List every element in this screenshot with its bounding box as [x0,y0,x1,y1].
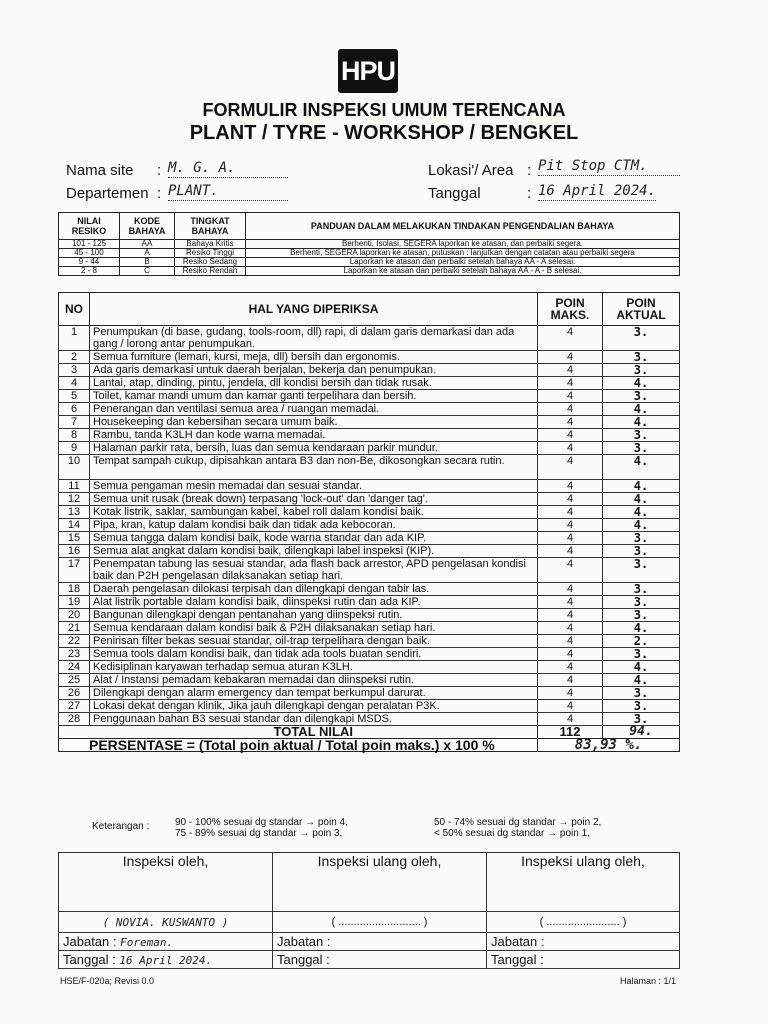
row-max-points: 4 [538,622,603,635]
risk-col-level: TINGKAT BAHAYA [175,213,246,240]
row-item-text: Lokasi dekat dengan klinik, Jika jauh dilengkapi dengan peralatan P3K. [90,700,538,713]
row-item-text: Daerah pengelasan dilokasi terpisah dan dilengkapi dengan tabir las. [90,583,538,596]
row-actual-points[interactable]: 3. [603,700,680,713]
table-row [59,519,680,532]
row-max-points: 4 [538,416,603,429]
row-item-text: Semua tangga dalam kondisi baik, kode warna standar dan ada KIP. [90,532,538,545]
row-max-points: 4 [538,493,603,506]
inspector-name[interactable]: ( NOVIA. KUSWANTO ) [59,912,273,933]
row-actual-points[interactable]: 4. [603,674,680,687]
row-item-text: Alat / Instansi pemadam kebakaran memadai dan diinspeksi rutin. [90,674,538,687]
table-row [59,480,680,493]
table-row [59,326,680,351]
row-max-points: 4 [538,442,603,455]
tanggal-label: Tanggal : [63,952,116,967]
inspection-rows [59,326,680,726]
row-max-points: 4 [538,326,603,351]
row-item-text: Semua alat angkat dalam kondisi baik, dilengkapi label inspeksi (KIP). [90,545,538,558]
row-number: 25 [59,674,90,687]
row-actual-points[interactable]: 3. [603,558,680,583]
row-actual-points[interactable]: 4. [603,403,680,416]
row-max-points: 4 [538,429,603,442]
risk-cell: Berhenti, SEGERA laporkan ke atasan, putuskan : lanjutkan dengan catatan atau perbaiki segera [246,249,680,258]
inspector-title: Inspeksi oleh, [59,853,273,912]
row-number: 23 [59,648,90,661]
row-number: 15 [59,532,90,545]
row-max-points: 4 [538,609,603,622]
reinspector-1-title: Inspeksi ulang oleh, [273,853,487,912]
legend-right-1: 50 - 74% sesuai dg standar → poin 2, [434,817,602,828]
total-max: 112 [538,726,603,739]
row-actual-points[interactable]: 4. [603,377,680,390]
row-max-points: 4 [538,403,603,416]
row-actual-points[interactable]: 3. [603,390,680,403]
risk-cell: Berhenti, Isolasi, SEGERA laporkan ke atasan, dan perbaiki segera. [246,240,680,249]
row-item-text: Pipa, kran, katup dalam kondisi baik dan tidak ada kebocoran. [90,519,538,532]
row-actual-points[interactable]: 3. [603,442,680,455]
row-item-text: Bangunan dilengkapi dengan pentanahan yang diinspeksi rutin. [90,609,538,622]
reinspector-1-jabatan[interactable]: Jabatan : [273,933,487,951]
tanggal-row [59,951,680,969]
row-max-points: 4 [538,519,603,532]
inspector-jabatan [59,933,273,951]
table-row [59,687,680,700]
row-item-text: Kedisiplinan karyawan terhadap semua aturan K3LH. [90,661,538,674]
signature-table [58,852,680,969]
row-item-text: Semua furniture (lemari, kursi, meja, dll) bersih dan ergonomis. [90,351,538,364]
row-item-text: Semua kendaraan dalam kondisi baik & P2H dilaksanakan setiap hari. [90,622,538,635]
risk-cell: Resiko Tinggi [175,249,246,258]
inspector-tanggal [59,951,273,969]
table-row [59,403,680,416]
row-actual-points[interactable]: 2. [603,635,680,648]
total-actual[interactable]: 94. [603,726,680,739]
row-actual-points[interactable]: 3. [603,364,680,377]
row-actual-points[interactable]: 3. [603,429,680,442]
row-number: 13 [59,506,90,519]
row-number: 5 [59,390,90,403]
row-number: 14 [59,519,90,532]
row-max-points: 4 [538,713,603,726]
row-number: 19 [59,596,90,609]
row-item-text: Penempatan tabung las sesuai standar, ada flash back arrestor, APD pengelasan kondisi baik dan P2H pengelasan dilaksanakan setiap hari. [90,558,538,583]
legend-label: Keterangan : [92,821,150,832]
row-number: 10 [59,455,90,480]
row-actual-points[interactable]: 4. [603,455,680,480]
row-actual-points[interactable]: 4. [603,416,680,429]
row-item-text: Rambu, tanda K3LH dan kode warna memadai. [90,429,538,442]
row-number: 27 [59,700,90,713]
row-max-points: 4 [538,661,603,674]
col-no: NO [59,293,90,326]
table-row [59,416,680,429]
risk-cell: Laporkan ke atasan dan perbaiki setelah bahaya AA - A - B selesai. [246,267,680,276]
page-number: Halaman : 1/1 [620,976,677,986]
row-max-points: 4 [538,545,603,558]
risk-cell: Laporkan ke atasan dan perbaiki setelah bahaya AA - A selesai. [246,258,680,267]
row-max-points: 4 [538,558,603,583]
row-number: 21 [59,622,90,635]
reinspector-1-name[interactable]: ( ........................... ) [273,912,487,933]
row-number: 20 [59,609,90,622]
risk-col-code: KODE BAHAYA [120,213,175,240]
risk-cell: 2 - 8 [59,267,120,276]
risk-col-value: NILAI RESIKO [59,213,120,240]
inspection-header-row [59,293,680,326]
legend-left-2: 75 - 89% sesuai dg standar → poin 3, [175,828,343,839]
row-item-text: Kotak listrik, saklar, sambungan kabel, kabel roll dalam kondisi baik. [90,506,538,519]
row-item-text: Penggunaan bahan B3 sesuai standar dan dilengkapi MSDS. [90,713,538,726]
row-actual-points[interactable]: 3. [603,609,680,622]
row-max-points: 4 [538,583,603,596]
table-row [59,545,680,558]
row-actual-points[interactable]: 4. [603,506,680,519]
inspector-jabatan-value[interactable]: Foreman. [120,936,174,949]
row-number: 1 [59,326,90,351]
table-row [59,364,680,377]
row-max-points: 4 [538,687,603,700]
legend-left-1: 90 - 100% sesuai dg standar → poin 4, [175,817,348,828]
table-row [59,455,680,480]
row-item-text: Lantai, atap, dinding, pintu, jendela, dll kondisi bersih dan tidak rusak. [90,377,538,390]
location-field[interactable]: Pit Stop CTM. [538,158,680,176]
department-label: Departemen [66,185,149,202]
risk-cell: A [120,249,175,258]
table-row [59,622,680,635]
row-item-text: Semua pengaman mesin memadai dan sesuai standar. [90,480,538,493]
col-max-points: POIN MAKS. [538,293,603,326]
row-item-text: Toilet, kamar mandi umum dan kamar ganti terpelihara dan bersih. [90,390,538,403]
site-field[interactable]: M. G. A. [168,160,288,178]
row-number: 24 [59,661,90,674]
table-row [59,506,680,519]
row-number: 22 [59,635,90,648]
row-item-text: Semua tools dalam kondisi baik, dan tidak ada tools buatan sendiri. [90,648,538,661]
row-actual-points[interactable]: 3. [603,687,680,700]
row-actual-points[interactable]: 4. [603,519,680,532]
table-row [59,583,680,596]
signature-title-row [59,853,680,912]
risk-cell: AA [120,240,175,249]
row-actual-points[interactable]: 3. [603,648,680,661]
reinspector-2-tanggal[interactable]: Tanggal : [487,951,680,969]
table-row [59,493,680,506]
row-number: 3 [59,364,90,377]
row-number: 12 [59,493,90,506]
reinspector-2-jabatan[interactable]: Jabatan : [487,933,680,951]
risk-header-row [59,213,680,240]
inspection-table [58,292,680,752]
row-item-text: Semua unit rusak (break down) terpasang 'lock-out' dan 'danger tag'. [90,493,538,506]
total-spacer [59,726,90,739]
risk-cell: Resiko Rendah [175,267,246,276]
col-item: HAL YANG DIPERIKSA [90,293,538,326]
row-number: 7 [59,416,90,429]
risk-cell: 101 - 125 [59,240,120,249]
row-number: 18 [59,583,90,596]
row-max-points: 4 [538,480,603,493]
percentage-label: PERSENTASE = (Total poin aktual / Total poin maks.) x 100 % [59,739,538,752]
risk-cell: B [120,258,175,267]
row-actual-points[interactable]: 3. [603,596,680,609]
row-max-points: 4 [538,648,603,661]
row-max-points: 4 [538,506,603,519]
table-row [59,558,680,583]
row-actual-points[interactable]: 3. [603,532,680,545]
site-colon: : [157,162,162,179]
row-item-text: Penumpukan (di base, gudang, tools-room, dll) rapi, di dalam garis demarkasi dan ada gang / lorong antar penumpukan. [90,326,538,351]
risk-col-guide: PANDUAN DALAM MELAKUKAN TINDAKAN PENGENDALIAN BAHAYA [246,213,680,240]
col-actual-points: POIN AKTUAL [603,293,680,326]
table-row [59,442,680,455]
signature-name-row [59,912,680,933]
logo-text: HPU [340,55,395,86]
row-max-points: 4 [538,674,603,687]
date-label: Tanggal [428,185,481,202]
table-row [59,390,680,403]
department-colon: : [157,185,162,202]
form-subtitle: PLANT / TYRE - WORKSHOP / BENGKEL [189,122,579,144]
site-label: Nama site [66,162,134,179]
row-number: 2 [59,351,90,364]
row-item-text: Penerangan dan ventilasi semua area / ruangan memadai. [90,403,538,416]
row-actual-points[interactable]: 3. [603,351,680,364]
row-actual-points[interactable]: 3. [603,583,680,596]
row-item-text: Alat listrik portable dalam kondisi baik, diinspeksi rutin dan ada KIP. [90,596,538,609]
row-max-points: 4 [538,351,603,364]
row-actual-points[interactable]: 3. [603,326,680,351]
row-actual-points[interactable]: 4. [603,480,680,493]
jabatan-row [59,933,680,951]
company-logo [338,49,398,93]
row-max-points: 4 [538,635,603,648]
total-label: TOTAL NILAI [90,726,538,739]
row-item-text: Halaman parkir rata, bersih, luas dan semua kendaraan parkir mundur. [90,442,538,455]
row-max-points: 4 [538,364,603,377]
reinspector-2-name[interactable]: ( ........................ ) [487,912,680,933]
row-actual-points[interactable]: 3. [603,545,680,558]
risk-cell: Bahaya Kritis [175,240,246,249]
row-max-points: 4 [538,377,603,390]
table-row [59,713,680,726]
location-colon: : [527,162,532,179]
row-number: 6 [59,403,90,416]
date-field[interactable]: 16 April 2024. [538,183,657,199]
table-row [59,674,680,687]
row-actual-points[interactable]: 3. [603,713,680,726]
row-number: 8 [59,429,90,442]
reinspector-1-tanggal[interactable]: Tanggal : [273,951,487,969]
row-max-points: 4 [538,455,603,480]
row-number: 9 [59,442,90,455]
percentage-value[interactable]: 83,93 %. [538,739,680,752]
table-row [59,609,680,622]
row-max-points: 4 [538,700,603,713]
row-item-text: Housekeeping dan kebersihan secara umum baik. [90,416,538,429]
table-row [59,635,680,648]
row-actual-points[interactable]: 4. [603,661,680,674]
form-title: FORMULIR INSPEKSI UMUM TERENCANA [202,100,566,120]
row-item-text: Tempat sampah cukup, dipisahkan antara B3 dan non-Be, dikosongkan secara rutin. [90,455,538,480]
row-max-points: 4 [538,532,603,545]
legend-right-2: < 50% sesuai dg standar → poin 1, [434,828,590,839]
table-row [59,596,680,609]
jabatan-label: Jabatan : [63,934,117,949]
row-max-points: 4 [538,596,603,609]
row-number: 4 [59,377,90,390]
risk-guide-table [58,212,680,276]
row-item-text: Dilengkapi dengan alarm emergency dan tempat berkumpul darurat. [90,687,538,700]
row-number: 11 [59,480,90,493]
row-number: 26 [59,687,90,700]
risk-cell: C [120,267,175,276]
row-item-text: Ada garis demarkasi untuk daerah berjalan, bekerja dan penumpukan. [90,364,538,377]
risk-cell: 9 - 44 [59,258,120,267]
table-row [59,648,680,661]
row-actual-points[interactable]: 4. [603,493,680,506]
table-row [59,661,680,674]
date-colon: : [527,185,532,202]
table-row [59,377,680,390]
form-code: HSE/F-020a; Revisi 0.0 [60,976,155,986]
risk-cell: 45 - 100 [59,249,120,258]
row-number: 17 [59,558,90,583]
reinspector-2-title: Inspeksi ulang oleh, [487,853,680,912]
row-item-text: Penirisan filter bekas sesuai standar, oil-trap terpelihara dengan baik. [90,635,538,648]
table-row [59,700,680,713]
risk-row [59,267,680,276]
row-actual-points[interactable]: 4. [603,622,680,635]
row-number: 28 [59,713,90,726]
location-label: Lokasi'/ Area [428,162,514,179]
table-row [59,429,680,442]
risk-cell: Resiko Sedang [175,258,246,267]
inspector-tanggal-value[interactable]: 16 April 2024. [119,954,213,967]
table-row [59,351,680,364]
table-row [59,532,680,545]
row-number: 16 [59,545,90,558]
percentage-row [59,739,680,752]
row-max-points: 4 [538,390,603,403]
department-field[interactable]: PLANT. [168,183,288,201]
